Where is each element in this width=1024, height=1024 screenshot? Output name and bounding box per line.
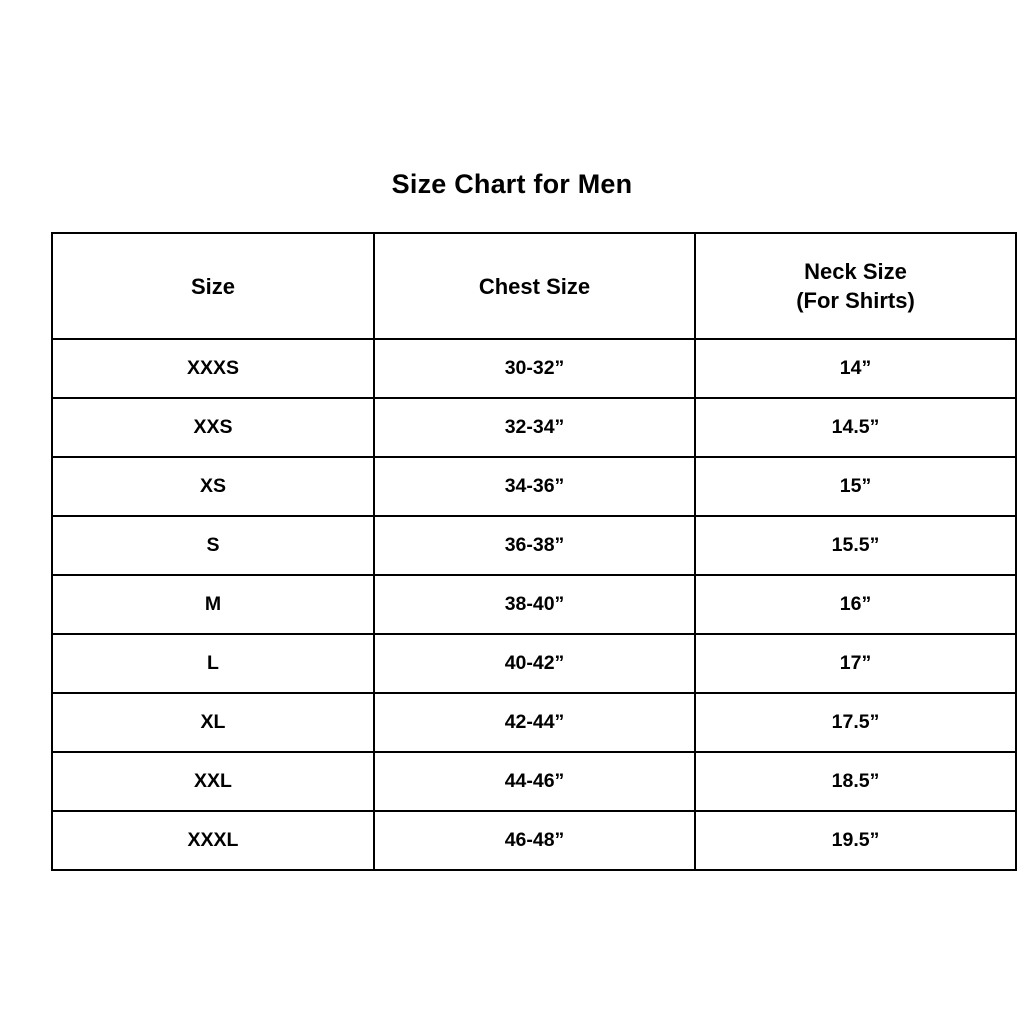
table-body xyxy=(52,339,1016,870)
cell-chest: 30-32” xyxy=(374,339,695,398)
cell-chest: 36-38” xyxy=(374,516,695,575)
cell-chest: 38-40” xyxy=(374,575,695,634)
cell-neck: 17.5” xyxy=(695,693,1016,752)
cell-chest: 34-36” xyxy=(374,457,695,516)
size-chart-table xyxy=(51,232,1017,871)
table-header-row xyxy=(52,233,1016,339)
cell-size: XXXL xyxy=(52,811,374,870)
page-title: Size Chart for Men xyxy=(391,169,633,199)
cell-neck: 14” xyxy=(695,339,1016,398)
cell-neck: 15” xyxy=(695,457,1016,516)
cell-size: XL xyxy=(52,693,374,752)
cell-size: XXXS xyxy=(52,339,374,398)
header-label-size: Size xyxy=(190,273,236,299)
cell-size: XXS xyxy=(52,398,374,457)
cell-neck: 18.5” xyxy=(695,752,1016,811)
header-label-chest: Chest Size xyxy=(478,273,591,299)
table-row xyxy=(52,811,1016,870)
cell-chest: 44-46” xyxy=(374,752,695,811)
cell-chest: 32-34” xyxy=(374,398,695,457)
cell-neck: 17” xyxy=(695,634,1016,693)
table-row xyxy=(52,634,1016,693)
cell-neck: 15.5” xyxy=(695,516,1016,575)
table-row xyxy=(52,457,1016,516)
header-label-neck: Neck Size xyxy=(804,258,907,284)
cell-size: M xyxy=(52,575,374,634)
header-sublabel-neck: (For Shirts) xyxy=(796,288,915,314)
size-chart-table-wrap xyxy=(51,232,973,871)
cell-size: L xyxy=(52,634,374,693)
header-cell-size xyxy=(52,233,374,339)
table-header xyxy=(52,233,1016,339)
table-row xyxy=(52,693,1016,752)
table-row xyxy=(52,398,1016,457)
cell-size: XS xyxy=(52,457,374,516)
cell-neck: 19.5” xyxy=(695,811,1016,870)
header-cell-neck xyxy=(695,233,1016,339)
cell-size: S xyxy=(52,516,374,575)
cell-chest: 42-44” xyxy=(374,693,695,752)
table-row xyxy=(52,339,1016,398)
cell-neck: 14.5” xyxy=(695,398,1016,457)
cell-chest: 40-42” xyxy=(374,634,695,693)
cell-chest: 46-48” xyxy=(374,811,695,870)
header-cell-chest xyxy=(374,233,695,339)
table-row xyxy=(52,516,1016,575)
table-row xyxy=(52,575,1016,634)
table-row xyxy=(52,752,1016,811)
cell-neck: 16” xyxy=(695,575,1016,634)
cell-size: XXL xyxy=(52,752,374,811)
